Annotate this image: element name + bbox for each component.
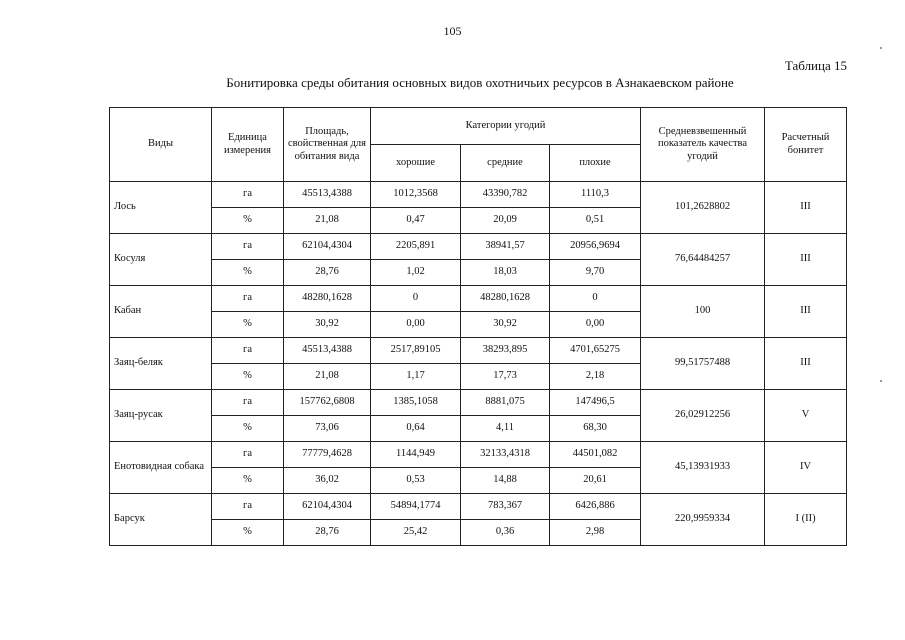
good-cell: 1,02 bbox=[371, 260, 461, 286]
medium-cell: 17,73 bbox=[461, 364, 550, 390]
header-poor: плохие bbox=[550, 145, 641, 182]
medium-cell: 32133,4318 bbox=[461, 442, 550, 468]
species-name: Лось bbox=[110, 182, 212, 234]
bonitet-cell: III bbox=[765, 286, 847, 338]
table-row bbox=[110, 442, 847, 468]
medium-cell: 18,03 bbox=[461, 260, 550, 286]
table-row bbox=[110, 286, 847, 312]
area-cell: 28,76 bbox=[284, 520, 371, 546]
avg-quality-cell: 76,64484257 bbox=[641, 234, 765, 286]
unit-cell: % bbox=[212, 468, 284, 494]
avg-quality-cell: 99,51757488 bbox=[641, 338, 765, 390]
unit-cell: га bbox=[212, 286, 284, 312]
table-body bbox=[110, 182, 847, 546]
unit-cell: % bbox=[212, 364, 284, 390]
good-cell: 25,42 bbox=[371, 520, 461, 546]
good-cell: 0 bbox=[371, 286, 461, 312]
medium-cell: 8881,075 bbox=[461, 390, 550, 416]
species-name: Кабан bbox=[110, 286, 212, 338]
unit-cell: % bbox=[212, 312, 284, 338]
table-row bbox=[110, 234, 847, 260]
scan-speck bbox=[880, 380, 882, 382]
poor-cell: 1110,3 bbox=[550, 182, 641, 208]
scan-speck bbox=[880, 47, 882, 49]
table-row bbox=[110, 494, 847, 520]
poor-cell: 20,61 bbox=[550, 468, 641, 494]
good-cell: 54894,1774 bbox=[371, 494, 461, 520]
poor-cell: 4701,65275 bbox=[550, 338, 641, 364]
area-cell: 77779,4628 bbox=[284, 442, 371, 468]
avg-quality-cell: 26,02912256 bbox=[641, 390, 765, 442]
area-cell: 21,08 bbox=[284, 364, 371, 390]
medium-cell: 14,88 bbox=[461, 468, 550, 494]
good-cell: 1,17 bbox=[371, 364, 461, 390]
table-label: Таблица 15 bbox=[784, 58, 847, 73]
area-cell: 21,08 bbox=[284, 208, 371, 234]
medium-cell: 38293,895 bbox=[461, 338, 550, 364]
unit-cell: га bbox=[212, 442, 284, 468]
avg-quality-cell: 101,2628802 bbox=[641, 182, 765, 234]
header-avg-quality: Средневзвешенный показатель качества угодий bbox=[641, 108, 765, 182]
medium-cell: 30,92 bbox=[461, 312, 550, 338]
bonitet-table bbox=[109, 107, 847, 546]
species-name: Косуля bbox=[110, 234, 212, 286]
bonitet-cell: I (II) bbox=[765, 494, 847, 546]
poor-cell: 0,00 bbox=[550, 312, 641, 338]
table-row bbox=[110, 390, 847, 416]
area-cell: 48280,1628 bbox=[284, 286, 371, 312]
unit-cell: % bbox=[212, 208, 284, 234]
header-area: Площадь, свойственная для обитания вида bbox=[284, 108, 371, 182]
unit-cell: га bbox=[212, 338, 284, 364]
area-cell: 28,76 bbox=[284, 260, 371, 286]
good-cell: 1144,949 bbox=[371, 442, 461, 468]
medium-cell: 38941,57 bbox=[461, 234, 550, 260]
unit-cell: % bbox=[212, 416, 284, 442]
avg-quality-cell: 100 bbox=[641, 286, 765, 338]
poor-cell: 20956,9694 bbox=[550, 234, 641, 260]
poor-cell: 68,30 bbox=[550, 416, 641, 442]
bonitet-cell: III bbox=[765, 234, 847, 286]
table-row bbox=[110, 182, 847, 208]
unit-cell: % bbox=[212, 520, 284, 546]
poor-cell: 0,51 bbox=[550, 208, 641, 234]
header-bonitet: Расчетный бонитет bbox=[765, 108, 847, 182]
poor-cell: 44501,082 bbox=[550, 442, 641, 468]
avg-quality-cell: 220,9959334 bbox=[641, 494, 765, 546]
poor-cell: 147496,5 bbox=[550, 390, 641, 416]
good-cell: 0,64 bbox=[371, 416, 461, 442]
area-cell: 45513,4388 bbox=[284, 338, 371, 364]
medium-cell: 783,367 bbox=[461, 494, 550, 520]
good-cell: 1012,3568 bbox=[371, 182, 461, 208]
bonitet-cell: V bbox=[765, 390, 847, 442]
species-name: Заяц-беляк bbox=[110, 338, 212, 390]
medium-cell: 48280,1628 bbox=[461, 286, 550, 312]
header-unit: Единица измерения bbox=[212, 108, 284, 182]
poor-cell: 9,70 bbox=[550, 260, 641, 286]
area-cell: 45513,4388 bbox=[284, 182, 371, 208]
area-cell: 30,92 bbox=[284, 312, 371, 338]
good-cell: 0,00 bbox=[371, 312, 461, 338]
unit-cell: га bbox=[212, 494, 284, 520]
header-medium: средние bbox=[461, 145, 550, 182]
poor-cell: 2,98 bbox=[550, 520, 641, 546]
poor-cell: 0 bbox=[550, 286, 641, 312]
area-cell: 62104,4304 bbox=[284, 234, 371, 260]
poor-cell: 2,18 bbox=[550, 364, 641, 390]
medium-cell: 0,36 bbox=[461, 520, 550, 546]
unit-cell: % bbox=[212, 260, 284, 286]
bonitet-cell: III bbox=[765, 182, 847, 234]
good-cell: 0,53 bbox=[371, 468, 461, 494]
bonitet-cell: III bbox=[765, 338, 847, 390]
table-row bbox=[110, 338, 847, 364]
good-cell: 1385,1058 bbox=[371, 390, 461, 416]
medium-cell: 4,11 bbox=[461, 416, 550, 442]
species-name: Енотовидная собака bbox=[110, 442, 212, 494]
header-categories: Категории угодий bbox=[371, 108, 641, 145]
good-cell: 2517,89105 bbox=[371, 338, 461, 364]
medium-cell: 20,09 bbox=[461, 208, 550, 234]
medium-cell: 43390,782 bbox=[461, 182, 550, 208]
header-good: хорошие bbox=[371, 145, 461, 182]
poor-cell: 6426,886 bbox=[550, 494, 641, 520]
area-cell: 157762,6808 bbox=[284, 390, 371, 416]
unit-cell: га bbox=[212, 390, 284, 416]
page-number: 105 bbox=[443, 24, 462, 38]
species-name: Заяц-русак bbox=[110, 390, 212, 442]
unit-cell: га bbox=[212, 182, 284, 208]
good-cell: 0,47 bbox=[371, 208, 461, 234]
table-title: Бонитировка среды обитания основных видов охотничьих ресурсов в Азнакаевском районе bbox=[226, 75, 734, 90]
species-name: Барсук bbox=[110, 494, 212, 546]
area-cell: 73,06 bbox=[284, 416, 371, 442]
avg-quality-cell: 45,13931933 bbox=[641, 442, 765, 494]
unit-cell: га bbox=[212, 234, 284, 260]
header-species: Виды bbox=[110, 108, 212, 182]
good-cell: 2205,891 bbox=[371, 234, 461, 260]
area-cell: 62104,4304 bbox=[284, 494, 371, 520]
bonitet-cell: IV bbox=[765, 442, 847, 494]
area-cell: 36,02 bbox=[284, 468, 371, 494]
